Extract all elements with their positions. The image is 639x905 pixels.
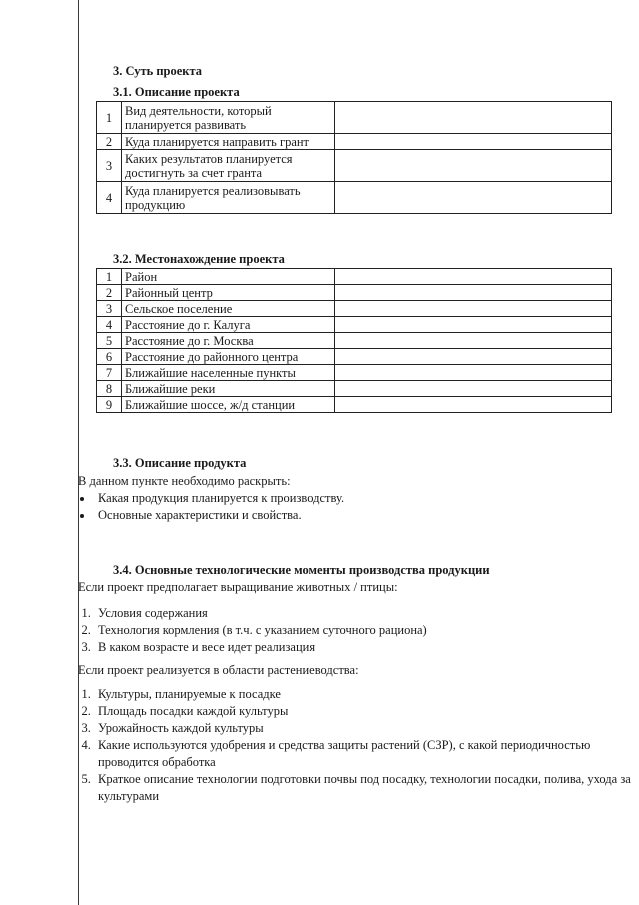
animals-intro: Если проект предполагает выращивание животных / птицы: xyxy=(78,580,398,594)
row-label: Ближайшие населенные пункты xyxy=(122,365,335,381)
row-number: 3 xyxy=(97,301,122,317)
row-label: Расстояние до районного центра xyxy=(122,349,335,365)
product-intro: В данном пункте необходимо раскрыть: xyxy=(78,474,291,488)
row-value xyxy=(335,102,612,134)
row-label: Сельское поселение xyxy=(122,301,335,317)
table-row xyxy=(97,349,612,365)
row-number: 2 xyxy=(97,285,122,301)
list-item: 2. Площадь посадки каждой культуры xyxy=(94,703,634,720)
table-row xyxy=(97,365,612,381)
table-row xyxy=(97,269,612,285)
table-row xyxy=(97,333,612,349)
row-value xyxy=(335,182,612,214)
row-value xyxy=(335,285,612,301)
table-row xyxy=(97,397,612,413)
row-label: Район xyxy=(122,269,335,285)
table-row xyxy=(97,182,612,214)
subsection-title-3-4: 3.4. Основные технологические моменты производства продукции xyxy=(113,563,490,577)
list-item: • Основные характеристики и свойства. xyxy=(94,507,344,524)
row-value xyxy=(335,397,612,413)
row-label: Ближайшие шоссе, ж/д станции xyxy=(122,397,335,413)
list-item: 1. Культуры, планируемые к посадке xyxy=(94,686,634,703)
list-item: 2. Технология кормления (в т.ч. с указанием суточного рациона) xyxy=(94,622,634,639)
row-label: Каких результатов планируется достигнуть за счет гранта xyxy=(122,150,335,182)
row-number: 7 xyxy=(97,365,122,381)
list-item: 4. Какие используются удобрения и средства защиты растений (СЗР), с какой периодичностью проводится обработка xyxy=(94,737,634,771)
row-value xyxy=(335,150,612,182)
plants-list xyxy=(56,686,634,805)
list-item: 5. Краткое описание технологии подготовки почвы под посадку, технологии посадки, полива, ухода за культурами xyxy=(94,771,634,805)
row-number: 1 xyxy=(97,269,122,285)
row-value xyxy=(335,317,612,333)
list-item: • Какая продукция планируется к производству. xyxy=(94,490,344,507)
subsection-title-3-2: 3.2. Местонахождение проекта xyxy=(113,252,285,266)
table-row xyxy=(97,134,612,150)
list-item: 3. Урожайность каждой культуры xyxy=(94,720,634,737)
row-number: 1 xyxy=(97,102,122,134)
project-description-table xyxy=(96,101,612,214)
table-row xyxy=(97,301,612,317)
row-value xyxy=(335,365,612,381)
row-number: 4 xyxy=(97,317,122,333)
row-label: Расстояние до г. Москва xyxy=(122,333,335,349)
list-item: 3. В каком возрасте и весе идет реализация xyxy=(94,639,634,656)
table-row xyxy=(97,317,612,333)
row-label: Районный центр xyxy=(122,285,335,301)
row-value xyxy=(335,134,612,150)
row-number: 4 xyxy=(97,182,122,214)
row-number: 6 xyxy=(97,349,122,365)
row-number: 3 xyxy=(97,150,122,182)
subsection-title-3-1: 3.1. Описание проекта xyxy=(113,85,240,99)
row-number: 2 xyxy=(97,134,122,150)
section-title: 3. Суть проекта xyxy=(113,64,203,78)
row-value xyxy=(335,381,612,397)
list-item: 1. Условия содержания xyxy=(94,605,634,622)
table-row xyxy=(97,285,612,301)
project-location-table xyxy=(96,268,612,413)
row-value xyxy=(335,301,612,317)
row-number: 8 xyxy=(97,381,122,397)
row-label: Куда планируется реализовывать продукцию xyxy=(122,182,335,214)
row-value xyxy=(335,349,612,365)
animals-list xyxy=(56,605,634,656)
row-label: Ближайшие реки xyxy=(122,381,335,397)
row-number: 5 xyxy=(97,333,122,349)
row-number: 9 xyxy=(97,397,122,413)
subsection-title-3-3: 3.3. Описание продукта xyxy=(113,456,247,470)
row-value xyxy=(335,269,612,285)
row-label: Расстояние до г. Калуга xyxy=(122,317,335,333)
table-row xyxy=(97,150,612,182)
row-label: Куда планируется направить грант xyxy=(122,134,335,150)
row-value xyxy=(335,333,612,349)
plants-intro: Если проект реализуется в области растениеводства: xyxy=(78,663,359,677)
table-row xyxy=(97,381,612,397)
table-row xyxy=(97,102,612,134)
row-label: Вид деятельности, который планируется развивать xyxy=(122,102,335,134)
product-bullet-list xyxy=(56,490,344,524)
